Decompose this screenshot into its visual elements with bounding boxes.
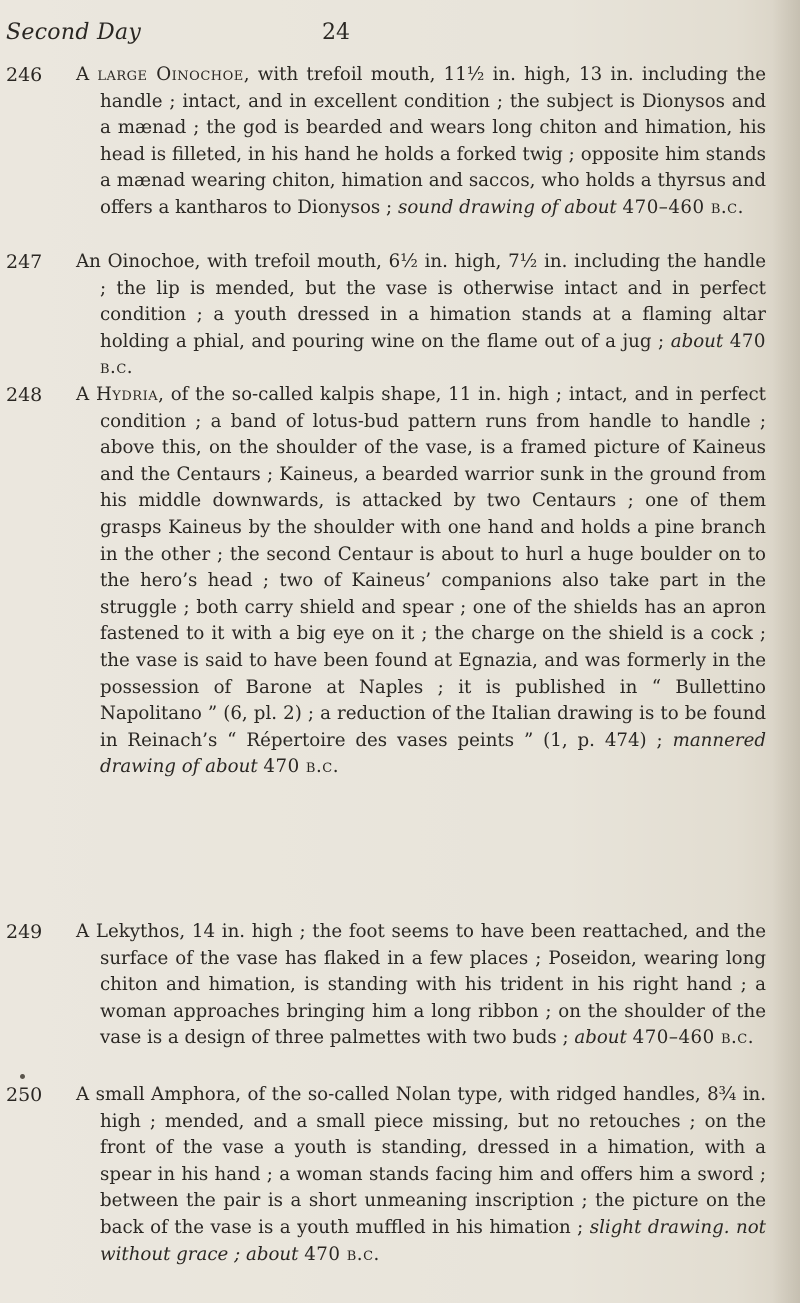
page-header [0, 12, 800, 52]
lot-article: A [76, 1084, 90, 1105]
running-head: Second Day [6, 20, 142, 45]
lot-number: 248 [6, 384, 43, 406]
lot-date: 470–460 b.c. [632, 1027, 755, 1049]
lot-object-title: Lekythos [95, 921, 180, 942]
lot-body: , with trefoil mouth, 11½ in. high, 13 in. including the handle ; intact, and in excellent condition ; the subject is Dionysos and a mænad ; the god is bearded and wears long chiton and himation, his head is filleted, in his hand he holds a forked twig ; opposite him stands a mænad wearing chiton, himation and saccos, who holds a thyrsus and offers a kantharos to Dionysos ; [100, 64, 766, 218]
lot-drawing-note: about [574, 1027, 627, 1049]
lot-article: A [76, 64, 90, 85]
lot-description [76, 382, 766, 781]
lot-body: , with trefoil mouth, 6½ in. high, 7½ in. including the handle ; the lip is mended, but the vase is otherwise intact and in perfect condition ; a youth dressed in a himation stands at a flaming altar holding a phial, and pouring wine on the flame out of a jug ; [100, 251, 766, 352]
lot-body: , 14 in. high ; the foot seems to have been reattached, and the surface of the vase has flaked in a few places ; Poseidon, wearing long chiton and himation, is standing with his trident in his right hand ; a woman approaches bringing him a long ribbon ; on the shoulder of the vase is a design of three palmettes with two buds ; [100, 921, 766, 1049]
lot-date: 470 b.c. [263, 756, 339, 778]
page-number: 24 [322, 20, 350, 45]
lot-date: 470–460 b.c. [622, 196, 744, 218]
lot-body: , of the so-called Nolan type, with ridged handles, 8¾ in. high ; mended, and a small piece missing, but no retouches ; on the front of the vase a youth is standing, dressed in a himation, with a spear in his hand ; a woman stands facing him and offers him a sword ; between the pair is a short unmeaning inscription ; the picture on the back of the vase is a youth muffled in his himation ; [100, 1084, 767, 1238]
lot-object-title: Hydria [95, 384, 159, 405]
lot-number: 246 [6, 64, 43, 86]
margin-mark [20, 1074, 25, 1079]
lot-number: 249 [6, 921, 43, 943]
lot-body: , of the so-called kalpis shape, 11 in. high ; intact, and in perfect condition ; a band of lotus-bud pattern runs from handle to handle ; above this, on the shoulder of the vase, is a framed picture of Kaineus and the Centaurs ; Kaineus, a bearded warrior sunk in the ground from his middle downwards, is attacked by two Centaurs ; one of them grasps Kaineus by the shoulder with one hand and holds a pine branch in the other ; the second Centaur is about to hurl a huge boulder on to the hero’s head ; two of Kaineus’ companions also take part in the struggle ; both carry shield and spear ; one of the shields has an apron fastened to it with a big eye on it ; the charge on the shield is a cock ; the vase is said to have been found at Egnazia, and was formerly in the possession of Barone at Naples ; it is published in “ Bullettino Napolitano ” (6, pl. 2) ; a reduction of the Italian drawing is to be found in Reinach’s “ Répertoire des vases peints ” (1, p. 474) ; [100, 384, 766, 751]
lot-description [76, 919, 766, 1052]
lot-date: 470 b.c. [100, 330, 766, 379]
lot-article: A [76, 384, 90, 405]
lot-drawing-note: mannered drawing of about [100, 729, 766, 778]
lot-article: A [76, 921, 90, 942]
lot-article: An [76, 251, 101, 272]
lot-description [76, 249, 766, 382]
lot-number: 250 [6, 1084, 43, 1106]
lot-description [76, 1082, 766, 1268]
page-edge-shadow [772, 0, 800, 1303]
lot-object-title: Oinochoe [107, 251, 195, 272]
lot-drawing-note: slight drawing. not without grace ; about [100, 1216, 766, 1265]
lot-number: 247 [6, 251, 43, 273]
lot-drawing-note: about [670, 330, 724, 352]
lot-description [76, 62, 766, 222]
lot-drawing-note: sound drawing of about [397, 196, 617, 218]
lot-date: 470 b.c. [304, 1243, 380, 1265]
lot-object-title: large Oinochoe [97, 64, 244, 85]
lot-object-title: small Amphora [95, 1084, 236, 1105]
